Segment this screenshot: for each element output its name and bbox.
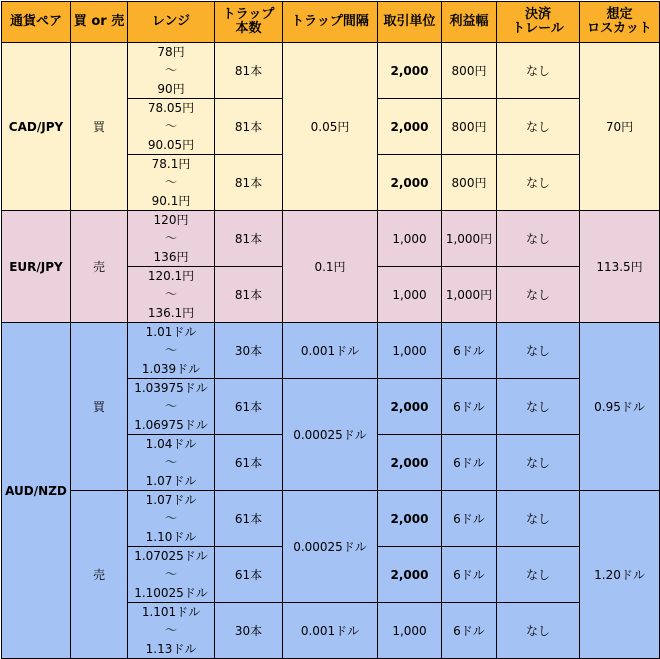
trail-cell: なし <box>497 379 580 435</box>
header-profit: 利益幅 <box>442 2 497 43</box>
unit-cell: 2,000 <box>378 43 442 99</box>
trail-cell: なし <box>497 491 580 547</box>
trap-count-cell: 81本 <box>215 99 283 155</box>
losscut-cell: 0.95ドル <box>580 323 660 491</box>
trap-interval-cell: 0.1円 <box>283 211 378 323</box>
table-row <box>2 43 660 99</box>
trail-cell: なし <box>497 547 580 603</box>
pair-cell: AUD/NZD <box>2 323 71 659</box>
unit-cell: 2,000 <box>378 491 442 547</box>
trap-count-cell: 61本 <box>215 491 283 547</box>
profit-cell: 6ドル <box>442 491 497 547</box>
losscut-cell: 1.20ドル <box>580 491 660 659</box>
trap-interval-cell: 0.00025ドル <box>283 491 378 603</box>
profit-cell: 6ドル <box>442 323 497 379</box>
strategy-table <box>1 1 660 659</box>
range-cell: 1.101ドル ～ 1.13ドル <box>128 603 215 659</box>
trap-interval-cell: 0.00025ドル <box>283 379 378 491</box>
trail-cell: なし <box>497 43 580 99</box>
range-cell: 1.01ドル ～ 1.039ドル <box>128 323 215 379</box>
range-cell: 78.1円 ～ 90.1円 <box>128 155 215 211</box>
profit-cell: 6ドル <box>442 379 497 435</box>
trap-interval-cell: 0.001ドル <box>283 603 378 659</box>
table-row <box>2 491 660 547</box>
trap-count-cell: 61本 <box>215 435 283 491</box>
side-cell: 売 <box>71 211 128 323</box>
range-cell: 1.07025ドル ～ 1.10025ドル <box>128 547 215 603</box>
side-cell: 買 <box>71 323 128 491</box>
side-cell: 買 <box>71 43 128 211</box>
range-cell: 78.05円 ～ 90.05円 <box>128 99 215 155</box>
losscut-cell: 70円 <box>580 43 660 211</box>
trap-count-cell: 81本 <box>215 267 283 323</box>
trail-cell: なし <box>497 155 580 211</box>
trap-count-cell: 30本 <box>215 603 283 659</box>
range-cell: 1.04ドル ～ 1.07ドル <box>128 435 215 491</box>
unit-cell: 1,000 <box>378 323 442 379</box>
profit-cell: 800円 <box>442 99 497 155</box>
table-row <box>2 323 660 379</box>
pair-cell: CAD/JPY <box>2 43 71 211</box>
profit-cell: 6ドル <box>442 547 497 603</box>
trap-count-cell: 30本 <box>215 323 283 379</box>
header-trail: 決済 トレール <box>497 2 580 43</box>
profit-cell: 1,000円 <box>442 267 497 323</box>
trap-count-cell: 61本 <box>215 379 283 435</box>
header-range: レンジ <box>128 2 215 43</box>
profit-cell: 800円 <box>442 43 497 99</box>
profit-cell: 6ドル <box>442 603 497 659</box>
trap-interval-cell: 0.05円 <box>283 43 378 211</box>
profit-cell: 6ドル <box>442 435 497 491</box>
header-pair: 通貨ペア <box>2 2 71 43</box>
trail-cell: なし <box>497 267 580 323</box>
range-cell: 120円 ～ 136円 <box>128 211 215 267</box>
profit-cell: 1,000円 <box>442 211 497 267</box>
trail-cell: なし <box>497 211 580 267</box>
range-cell: 120.1円 ～ 136.1円 <box>128 267 215 323</box>
profit-cell: 800円 <box>442 155 497 211</box>
header-unit: 取引単位 <box>378 2 442 43</box>
header-trap-interval: トラップ間隔 <box>283 2 378 43</box>
trap-interval-cell: 0.001ドル <box>283 323 378 379</box>
trail-cell: なし <box>497 435 580 491</box>
header-trap-count: トラップ 本数 <box>215 2 283 43</box>
trap-count-cell: 81本 <box>215 211 283 267</box>
trap-count-cell: 61本 <box>215 547 283 603</box>
trail-cell: なし <box>497 99 580 155</box>
unit-cell: 2,000 <box>378 155 442 211</box>
header-losscut: 想定 ロスカット <box>580 2 660 43</box>
trap-count-cell: 81本 <box>215 155 283 211</box>
unit-cell: 2,000 <box>378 435 442 491</box>
losscut-cell: 113.5円 <box>580 211 660 323</box>
unit-cell: 2,000 <box>378 379 442 435</box>
table-row <box>2 211 660 267</box>
side-cell: 売 <box>71 491 128 659</box>
trail-cell: なし <box>497 323 580 379</box>
trail-cell: なし <box>497 603 580 659</box>
range-cell: 1.03975ドル ～ 1.06975ドル <box>128 379 215 435</box>
pair-cell: EUR/JPY <box>2 211 71 323</box>
header-side: 買 or 売 <box>71 2 128 43</box>
header-row <box>2 2 660 43</box>
range-cell: 78円 ～ 90円 <box>128 43 215 99</box>
range-cell: 1.07ドル ～ 1.10ドル <box>128 491 215 547</box>
unit-cell: 1,000 <box>378 267 442 323</box>
unit-cell: 2,000 <box>378 547 442 603</box>
unit-cell: 2,000 <box>378 99 442 155</box>
trap-count-cell: 81本 <box>215 43 283 99</box>
unit-cell: 1,000 <box>378 603 442 659</box>
unit-cell: 1,000 <box>378 211 442 267</box>
